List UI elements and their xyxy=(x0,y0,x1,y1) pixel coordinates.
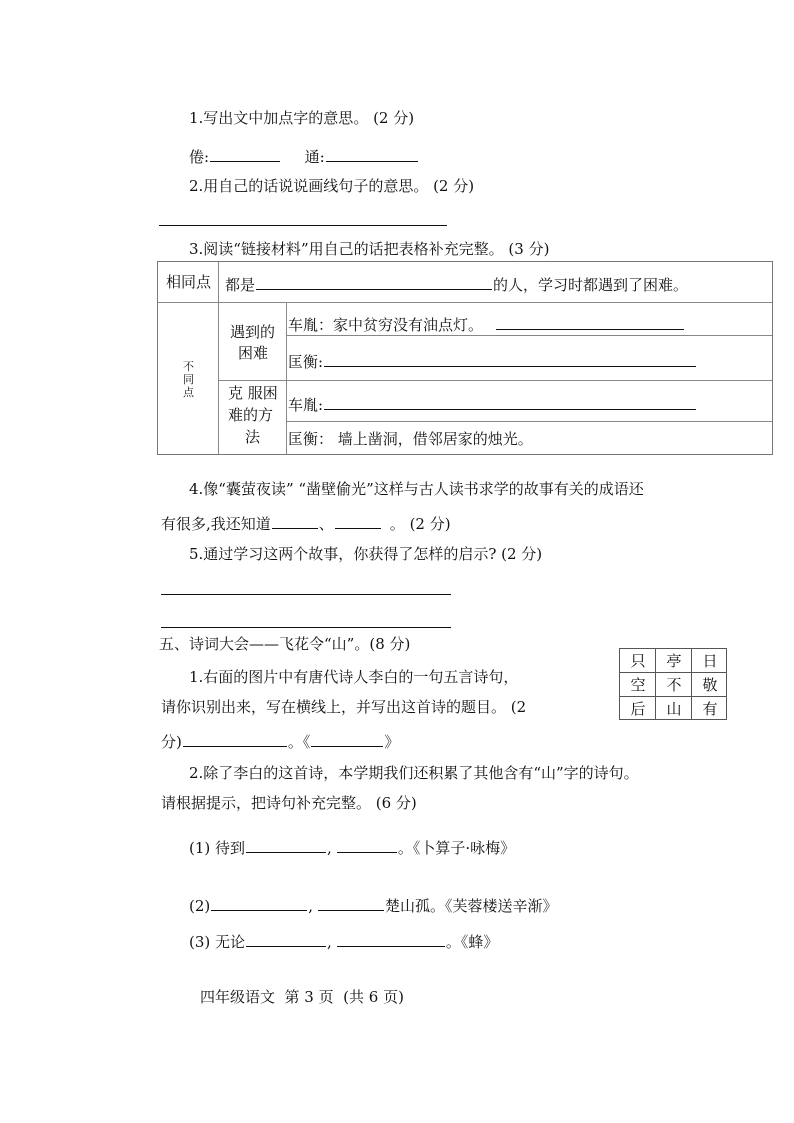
s5-p2-line2: 请根据提示，把诗句补充完整。 (6 分) xyxy=(161,794,417,812)
item1-suffix: 。《卜算子·咏梅》 xyxy=(397,839,516,857)
method-row-chehu xyxy=(288,395,697,413)
character-grid xyxy=(619,648,727,720)
q2-prompt: 2.用自己的话说说画线句子的意思。 (2 分) xyxy=(189,177,475,195)
table-hline-1 xyxy=(158,302,772,303)
s5-item-3 xyxy=(189,932,498,950)
page-footer: 四年级语文 第 3 页 (共 6 页) xyxy=(200,988,404,1006)
s5-p1-mid: 。《 xyxy=(287,733,311,751)
table-vline-2 xyxy=(286,302,287,454)
item2-suffix: 楚山孤。《芙蓉楼送辛渐》 xyxy=(385,897,558,915)
difficulty-row-chehu xyxy=(288,315,685,333)
diff-label-1: 不 xyxy=(183,360,194,373)
item1-prefix: (1) 待到 xyxy=(189,839,246,857)
item3-prefix: (3) 无论 xyxy=(189,933,246,951)
difficulty-label-2: 困难 xyxy=(238,344,269,362)
grid-cell: 亭 xyxy=(666,652,682,670)
reading-table xyxy=(157,261,773,455)
grid-cell: 后 xyxy=(630,700,646,718)
same-point-suffix: 的人，学习时都遇到了困难。 xyxy=(493,276,689,294)
q1-prompt: 1.写出文中加点字的意思。 (2 分) xyxy=(189,109,415,127)
difficulty-kuangheng-blank[interactable] xyxy=(324,352,696,367)
q1-answer-line xyxy=(189,147,419,165)
q1-label-juan: 倦: xyxy=(189,148,210,166)
item3-suffix: 。《蜂》 xyxy=(445,933,499,951)
table-hline-3 xyxy=(218,380,772,381)
q1-label-tong: 通: xyxy=(304,148,325,166)
grid-cell: 山 xyxy=(666,700,682,718)
grid-cell: 敬 xyxy=(702,676,718,694)
method-chehu-label: 车胤: xyxy=(288,396,324,414)
diff-label-2: 同 xyxy=(183,373,194,386)
grid-cell: 不 xyxy=(666,676,682,694)
item2-sep: , xyxy=(308,897,314,915)
table-hline-2 xyxy=(286,335,772,336)
difficulty-chehu-text: 车胤：家中贫穷没有油点灯。 xyxy=(288,316,484,334)
q5-blank-1[interactable] xyxy=(161,594,451,595)
same-point-content xyxy=(225,275,688,293)
q3-prompt: 3.阅读“链接材料”用自己的话把表格补充完整。 (3 分) xyxy=(189,240,550,258)
s5-p1-line1: 1.右面的图片中有唐代诗人李白的一句五言诗句， xyxy=(189,668,519,686)
difficulty-kuangheng-label: 匡衡: xyxy=(288,353,324,371)
q4-line1: 4.像“囊萤夜读” “凿壁偷光”这样与古人读书求学的故事有关的成语还 xyxy=(189,480,644,498)
s5-p1-line3 xyxy=(161,732,399,750)
q1-blank-juan[interactable] xyxy=(210,147,280,162)
grid-cell: 日 xyxy=(702,652,718,670)
s5-p1-title-blank[interactable] xyxy=(311,732,383,747)
q4-sep: 、 xyxy=(318,515,334,533)
s5-p1-prefix: 分) xyxy=(161,733,182,751)
item3-blank-2[interactable] xyxy=(337,932,445,947)
method-chehu-blank[interactable] xyxy=(324,395,696,410)
same-point-blank[interactable] xyxy=(256,275,492,290)
s5-item-2 xyxy=(189,896,558,914)
difficulty-chehu-blank[interactable] xyxy=(496,315,684,330)
s5-p2-line1: 2.除了李白的这首诗，本学期我们还积累了其他含有“山”字的诗句。 xyxy=(189,764,639,782)
method-label-2: 难的方 xyxy=(228,406,274,424)
method-label-1: 克 服困 xyxy=(228,384,278,402)
q4-blank-1[interactable] xyxy=(272,514,318,529)
q4-blank-2[interactable] xyxy=(335,514,381,529)
difficulty-row-kuangheng xyxy=(288,352,697,370)
item1-sep: , xyxy=(327,839,332,857)
q5-prompt: 5.通过学习这两个故事，你获得了怎样的启示? (2 分) xyxy=(189,545,543,563)
s5-item-1 xyxy=(189,838,515,856)
s5-p1-line2: 请你识别出来，写在横线上，并写出这首诗的题目。 (2 xyxy=(161,698,527,716)
method-row-kuangheng: 匡衡： 墙上凿洞，借邻居家的烛光。 xyxy=(288,430,533,448)
grid-cell: 空 xyxy=(630,676,646,694)
same-point-label: 相同点 xyxy=(166,273,212,291)
q4-line2 xyxy=(161,514,451,532)
method-label-3: 法 xyxy=(245,428,261,446)
grid-cell: 有 xyxy=(702,700,718,718)
item3-blank-1[interactable] xyxy=(246,932,326,947)
q4-prefix: 有很多,我还知道 xyxy=(161,515,271,533)
s5-p1-poem-blank[interactable] xyxy=(183,732,287,747)
item3-sep: , xyxy=(327,933,332,951)
difficulty-label-1: 遇到的 xyxy=(230,323,276,341)
item2-prefix: (2) xyxy=(189,897,211,915)
same-point-prefix: 都是 xyxy=(225,276,256,294)
q1-blank-tong[interactable] xyxy=(326,147,418,162)
diff-label-3: 点 xyxy=(183,386,194,399)
table-hline-4 xyxy=(286,421,772,422)
grid-cell: 只 xyxy=(630,652,646,670)
item2-blank-2[interactable] xyxy=(318,896,384,911)
q2-answer-blank[interactable] xyxy=(159,225,447,226)
q4-suffix: 。 (2 分) xyxy=(389,515,451,533)
item1-blank-1[interactable] xyxy=(246,838,326,853)
q5-blank-2[interactable] xyxy=(161,627,451,628)
section5-title: 五、诗词大会——飞花令“山”。(8 分) xyxy=(159,635,411,653)
item2-blank-1[interactable] xyxy=(211,896,307,911)
table-vline-1 xyxy=(218,262,219,454)
item1-blank-2[interactable] xyxy=(337,838,397,853)
s5-p1-end: 》 xyxy=(384,733,400,751)
